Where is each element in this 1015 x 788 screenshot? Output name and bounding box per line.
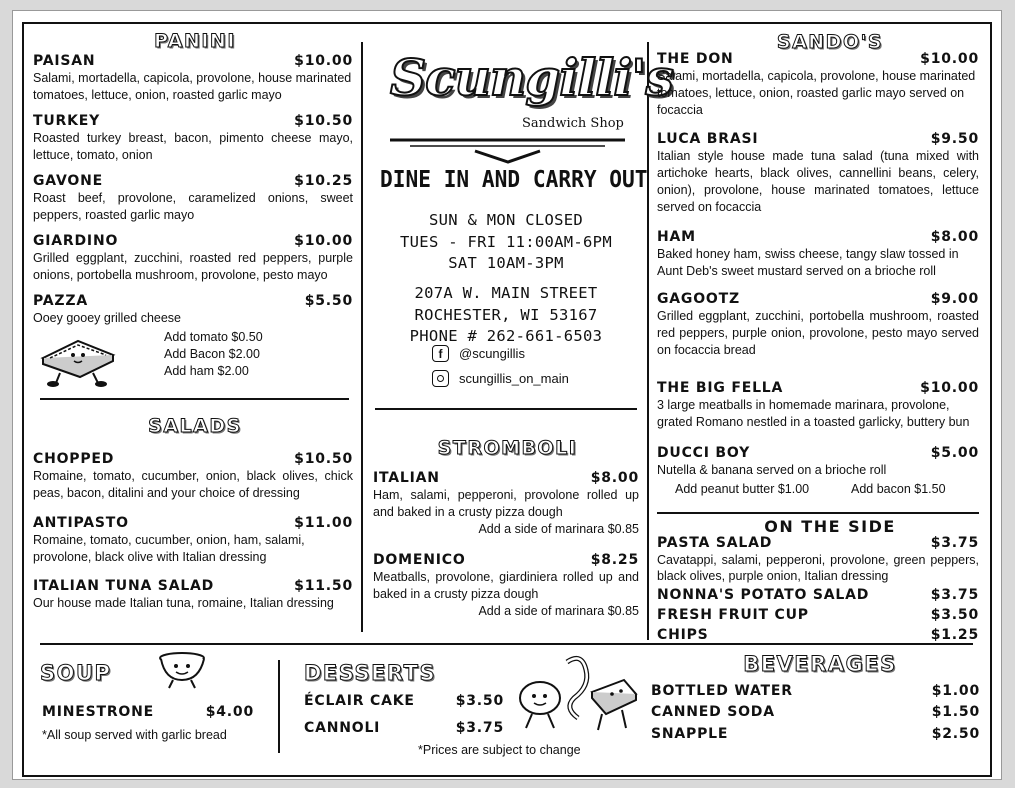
hours-line: SAT 10AM-3PM xyxy=(448,254,564,272)
item-price: $1.00 xyxy=(931,683,980,699)
dessert-item-cannoli xyxy=(304,719,504,737)
item-name: MINESTRONE xyxy=(42,704,155,720)
panini-item-giardino xyxy=(33,232,353,284)
item-price: $3.75 xyxy=(455,720,504,736)
right-column-divider xyxy=(647,42,649,640)
item-price: $8.00 xyxy=(590,470,639,486)
side-item-pasta-salad xyxy=(657,534,979,584)
item-name: ITALIAN TUNA SALAD xyxy=(33,578,215,594)
facebook-handle-text: @scungillis xyxy=(459,346,525,361)
item-name: PAZZA xyxy=(33,293,88,309)
stromboli-title: STROMBOLI xyxy=(437,437,578,459)
item-name: CHOPPED xyxy=(33,451,115,467)
phone-line: PHONE # 262-661-6503 xyxy=(409,327,603,345)
item-name: THE DON xyxy=(657,51,734,67)
item-name: GIARDINO xyxy=(33,233,119,249)
dessert-item-eclair-cake xyxy=(304,692,504,710)
item-name: THE BIG FELLA xyxy=(657,380,784,396)
soup-title: SOUP xyxy=(40,661,112,685)
item-name: CHIPS xyxy=(657,627,709,643)
item-name: CANNOLI xyxy=(304,720,381,736)
facebook-handle[interactable] xyxy=(432,345,525,362)
item-price: $10.25 xyxy=(294,173,353,189)
item-desc: Cavatappi, salami, pepperoni, provolone, green peppers, black olives, purple onion, Italian dressing xyxy=(657,553,979,583)
item-price: $5.00 xyxy=(930,445,979,461)
store-address xyxy=(375,283,637,348)
item-name: TURKEY xyxy=(33,113,101,129)
soup-note: *All soup served with garlic bread xyxy=(42,728,227,742)
item-price: $3.75 xyxy=(930,535,979,551)
side-item-fruit-cup xyxy=(657,606,979,624)
panini-item-turkey xyxy=(33,112,353,164)
item-desc: Roasted turkey breast, bacon, pimento cheese mayo, lettuce, tomato, onion xyxy=(33,131,353,162)
item-name: LUCA BRASI xyxy=(657,131,759,147)
soup-bowl-cartoon-icon xyxy=(155,650,210,692)
item-name: ANTIPASTO xyxy=(33,515,129,531)
stromboli-item-italian xyxy=(373,469,639,538)
item-desc: Romaine, tomato, cucumber, onion, ham, salami, provolone, black olive with Italian dressing xyxy=(33,533,305,564)
salads-title: SALADS xyxy=(148,415,242,437)
item-price: $10.50 xyxy=(294,113,353,129)
panini-addon: Add tomato $0.50 xyxy=(164,330,263,344)
item-name: GAVONE xyxy=(33,173,103,189)
item-price: $11.00 xyxy=(294,515,353,531)
item-desc: Roast beef, provolone, caramelized onions, sweet peppers, roasted garlic mayo xyxy=(33,191,353,222)
item-desc: Salami, mortadella, capicola, provolone, house marinated tomatoes, lettuce, onion, roasted garlic mayo served on focaccia xyxy=(657,69,976,117)
logo-stromboli-divider xyxy=(375,408,637,410)
item-price: $10.00 xyxy=(294,233,353,249)
item-name: DUCCI BOY xyxy=(657,445,751,461)
item-price: $1.50 xyxy=(931,704,980,720)
panini-addon: Add Bacon $2.00 xyxy=(164,347,260,361)
grilled-cheese-cartoon-icon xyxy=(38,333,118,388)
item-desc: 3 large meatballs in homemade marinara, provolone, grated Romano nestled in a toasted garlicky, buttery bun xyxy=(657,398,970,429)
stromboli-item-domenico xyxy=(373,551,639,620)
item-name: ITALIAN xyxy=(373,470,440,486)
sandos-item-ham xyxy=(657,228,979,280)
item-desc: Salami, mortadella, capicola, provolone, house marinated tomatoes, lettuce, onion, roasted garlic mayo xyxy=(33,71,352,102)
sandos-item-luca-brasi xyxy=(657,130,979,216)
beverage-item-snapple xyxy=(651,725,980,743)
brand-subtitle: Sandwich Shop xyxy=(522,116,624,131)
logo-swoosh-icon xyxy=(380,130,635,165)
item-desc: Italian style house made tuna salad (tuna mixed with artichoke hearts, black olives, cannellini beans, celery, onion), provolone, house marinated tomatoes, lettuce served on focaccia xyxy=(657,149,979,214)
instagram-handle-text: scungillis_on_main xyxy=(459,371,569,386)
item-price: $10.00 xyxy=(294,53,353,69)
on-the-side-divider xyxy=(657,512,979,514)
panini-item-paisan xyxy=(33,52,353,104)
food-characters-cartoon-icon xyxy=(512,652,640,737)
item-name: CANNED SODA xyxy=(651,704,775,720)
item-name: FRESH FRUIT CUP xyxy=(657,607,809,623)
item-desc: Meatballs, provolone, giardiniera rolled up and baked in a crusty pizza dough xyxy=(373,570,639,601)
item-price: $10.50 xyxy=(294,451,353,467)
item-price: $11.50 xyxy=(294,578,353,594)
item-price: $8.00 xyxy=(930,229,979,245)
item-addon: Add a side of marinara $0.85 xyxy=(478,522,639,536)
item-price: $1.25 xyxy=(930,627,979,643)
item-name: SNAPPLE xyxy=(651,726,729,742)
sandos-item-gagootz xyxy=(657,290,979,359)
brand-logo: Scungilli's xyxy=(390,48,673,107)
instagram-handle[interactable] xyxy=(432,370,569,387)
item-desc: Our house made Italian tuna, romaine, Italian dressing xyxy=(33,596,334,610)
item-desc: Ham, salami, pepperoni, provolone rolled up and baked in a crusty pizza dough xyxy=(373,488,639,519)
item-name: GAGOOTZ xyxy=(657,291,740,307)
panini-item-pazza xyxy=(33,292,353,327)
hours-line: TUES - FRI 11:00AM-6PM xyxy=(400,232,612,251)
item-desc: Baked honey ham, swiss cheese, tangy slaw tossed in Aunt Deb's sweet mustard served on a brioche roll xyxy=(657,247,959,278)
item-name: DOMENICO xyxy=(373,552,466,568)
salads-item-antipasto xyxy=(33,514,353,566)
soup-item-minestrone xyxy=(42,703,254,721)
item-name: PAISAN xyxy=(33,53,96,69)
side-item-potato-salad xyxy=(657,586,979,604)
item-price: $10.00 xyxy=(920,380,979,396)
side-item-chips xyxy=(657,626,979,644)
beverage-item-canned-soda xyxy=(651,703,980,721)
salads-item-chopped xyxy=(33,450,353,502)
sandos-item-the-big-fella xyxy=(657,379,979,431)
item-price: $8.25 xyxy=(590,552,639,568)
item-name: BOTTLED WATER xyxy=(651,683,793,699)
sandos-item-ducci-boy xyxy=(657,444,979,479)
item-price: $10.00 xyxy=(920,51,979,67)
item-price: $3.50 xyxy=(455,693,504,709)
item-name: HAM xyxy=(657,229,696,245)
item-desc: Grilled eggplant, zucchini, roasted red peppers, purple onions, portobella mushroom, provolone, pesto mayo xyxy=(33,251,353,282)
store-hours xyxy=(375,210,637,275)
sandos-item-the-don xyxy=(657,50,979,119)
panini-salads-divider xyxy=(40,398,349,400)
item-price: $2.50 xyxy=(931,726,980,742)
item-price: $9.50 xyxy=(930,131,979,147)
sandos-title: SANDO'S xyxy=(776,31,884,53)
item-name: NONNA'S POTATO SALAD xyxy=(657,587,870,603)
item-price: $4.00 xyxy=(205,704,254,720)
hours-line: SUN & MON CLOSED xyxy=(428,211,584,229)
item-price: $3.75 xyxy=(930,587,979,603)
panini-title: PANINI xyxy=(154,30,236,52)
panini-addon: Add ham $2.00 xyxy=(164,364,249,378)
facebook-icon: f xyxy=(432,345,449,362)
dine-in-carry-out-heading: DINE IN AND CARRY OUT xyxy=(380,167,648,193)
sandos-addon: Add peanut butter $1.00 xyxy=(675,482,810,496)
item-name: PASTA SALAD xyxy=(657,535,773,551)
soup-desserts-divider xyxy=(278,660,280,753)
beverage-item-bottled-water xyxy=(651,682,980,700)
beverages-title: BEVERAGES xyxy=(743,652,897,676)
on-the-side-title: ON THE SIDE xyxy=(764,517,896,536)
panini-item-gavone xyxy=(33,172,353,224)
salads-item-italian-tuna-salad xyxy=(33,577,353,612)
instagram-icon xyxy=(432,370,449,387)
sandos-addon: Add bacon $1.50 xyxy=(851,482,946,496)
item-price: $3.50 xyxy=(930,607,979,623)
address-line: 207A W. MAIN STREET xyxy=(414,284,598,302)
left-column-divider xyxy=(361,42,363,632)
item-addon: Add a side of marinara $0.85 xyxy=(478,604,639,618)
item-desc: Romaine, tomato, cucumber, onion, black olives, chick peas, bacon, ditalini and your choice of dressing xyxy=(33,469,353,500)
item-desc: Ooey gooey grilled cheese xyxy=(33,311,182,325)
item-desc: Nutella & banana served on a brioche roll xyxy=(657,463,887,477)
item-name: ÉCLAIR CAKE xyxy=(304,693,415,709)
address-line: ROCHESTER, WI 53167 xyxy=(414,305,598,324)
item-price: $5.50 xyxy=(304,293,353,309)
item-desc: Grilled eggplant, zucchini, portobella mushroom, roasted red peppers, purple onion, provolone, pesto mayo served on focaccia bread xyxy=(657,309,979,357)
desserts-title: DESSERTS xyxy=(304,661,437,685)
prices-disclaimer: *Prices are subject to change xyxy=(418,743,581,757)
item-price: $9.00 xyxy=(930,291,979,307)
